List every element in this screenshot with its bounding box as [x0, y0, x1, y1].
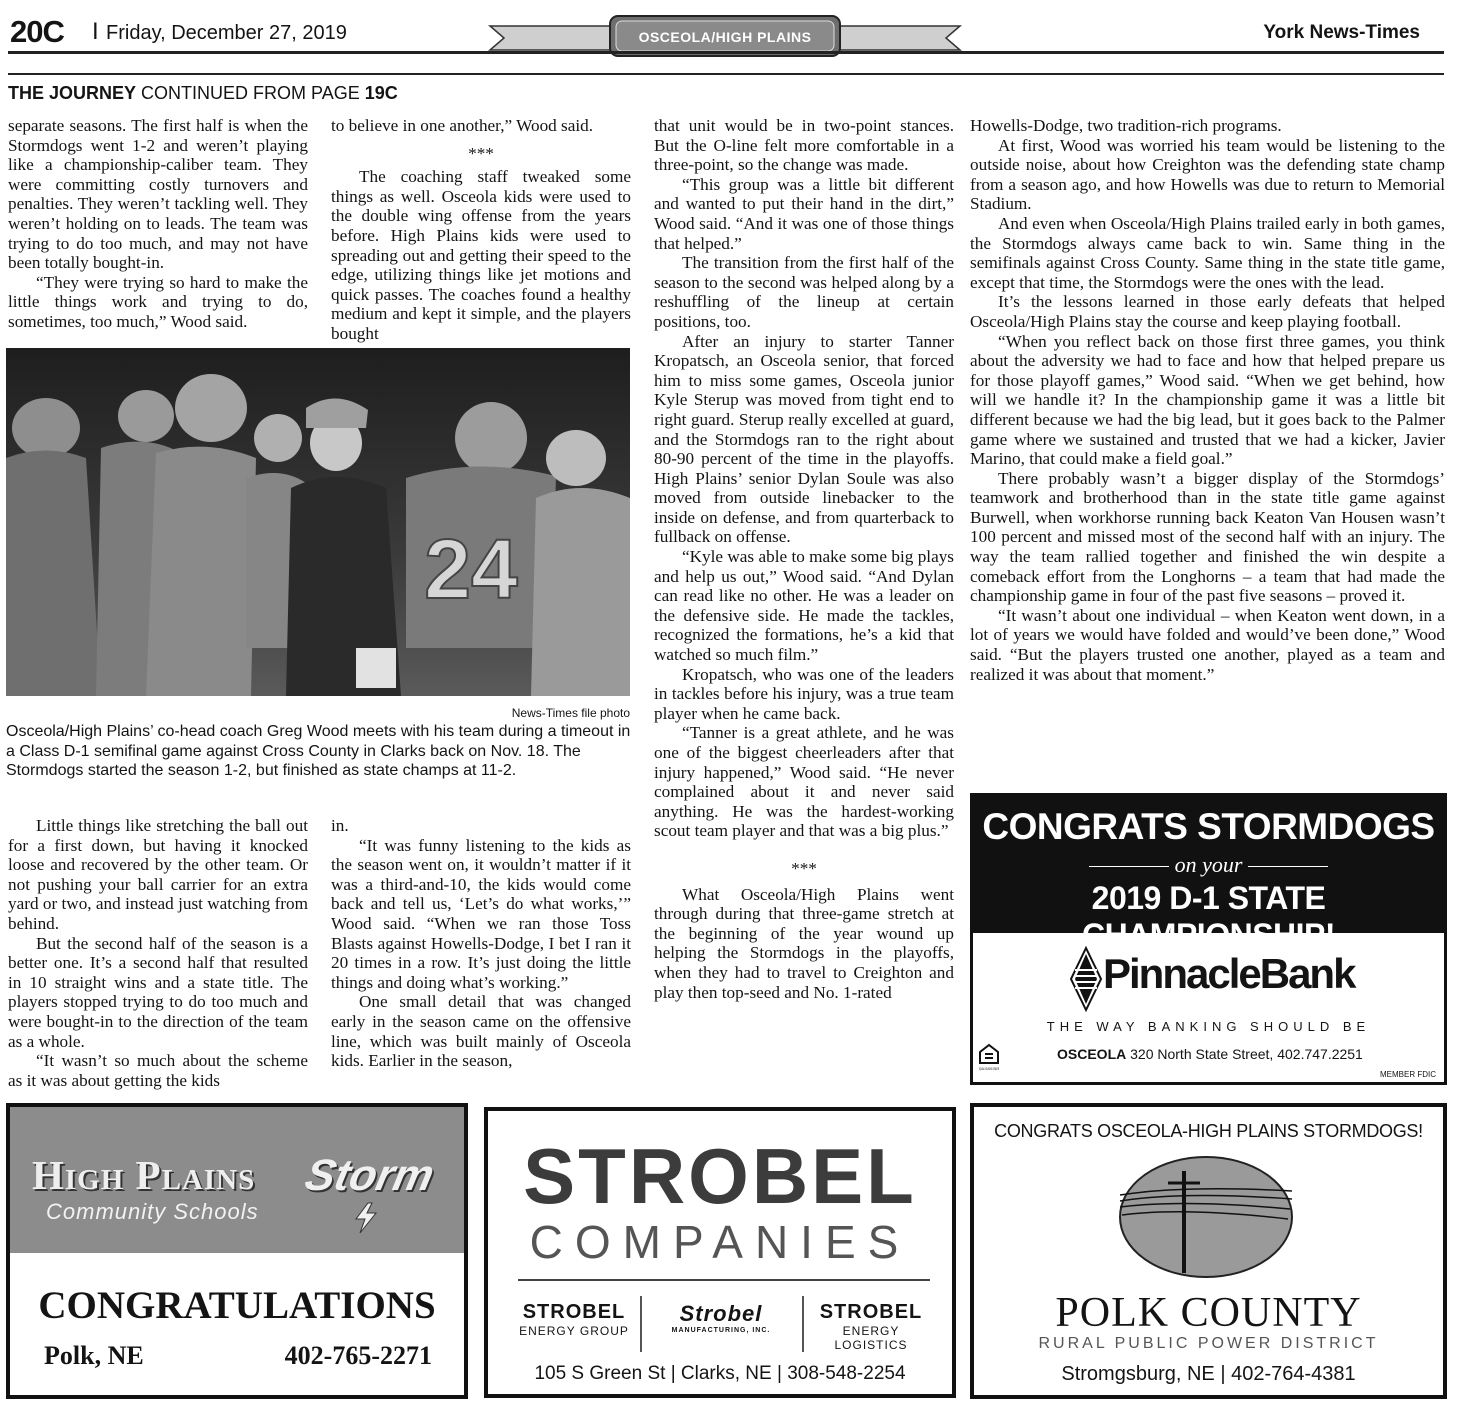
pinnacle-logo-icon: [1069, 946, 1103, 1012]
power-line-logo-icon: [1118, 1155, 1294, 1279]
company-name: STROBEL: [523, 1132, 917, 1220]
paragraph: What Osceola/High Plains went through during that three-game stretch at the beginning of the year wound up helping the Stormdogs in the playoffs, when they had to travel to Creighton and play then top-seed and No. 1-rated: [654, 884, 954, 1002]
paragraph: separate seasons. The first half is when the Stormdogs went 1-2 and weren’t playing like a championship-caliber team. They were committing costly turnovers and penalties. They weren’t tackling well. They weren’t holding on to leads. The team was trying to do too much, and may not have been totally bought-in.: [8, 116, 308, 273]
school-sub: Community Schools: [46, 1199, 259, 1224]
pinnacle-bank-ad[interactable]: [970, 793, 1447, 1085]
header-separator: I: [92, 18, 99, 45]
lightning-icon: [354, 1203, 378, 1233]
logo-subtitle: ENERGY GROUP: [519, 1324, 629, 1338]
paragraph: There probably wasn’t a bigger display of the Stormdogs’ teamwork and brotherhood than in the state title game against Burwell, when workhorse running back Keaton Van Housen wasn’t 100 percent and missed most of the second half with an injury. The way the team rallied together and finished the win despite a comeback effort from the Longhorns – a team that had made the championship game in four of the past five seasons – proved it.: [970, 468, 1445, 606]
jump-text: CONTINUED FROM PAGE: [141, 83, 360, 103]
energy-logistics-logo: [806, 1301, 936, 1352]
ad-subline: [973, 852, 1444, 878]
ad-headline: CONGRATS OSCEOLA-HIGH PLAINS STORMDOGS!: [994, 1121, 1423, 1141]
manufacturing-logo: [646, 1301, 796, 1334]
paragraph: “Tanner is a great athlete, and he was one of the biggest cheerleaders after that injury happened,” Wood said. “He never complained about it and never said anything. He was the hardest-working scout team player and that was a big plus.”: [654, 723, 954, 841]
section-break: ***: [468, 143, 494, 163]
paragraph: At first, Wood was worried his team would be listening to the outside noise, about how Creighton was the defending state champ from a season ago, and how Howells was due to return to Memorial Stadium.: [970, 135, 1445, 214]
paragraph: “Kyle was able to make some big plays and help us out,” Wood said. “And Dylan can read like no other. He was a leader on the defensive side. He made the tackles, recognized the formations, he’s a kid that watched so much film.”: [654, 547, 954, 665]
paragraph: “It was funny listening to the kids as the season went on, it wouldn’t matter if it was a third-and-10, the kids would come back and tell us, ‘Let’s do what works,’” Wood said. “When we ran those Toss Blasts against Howells-Dodge, I bet I ran it 20 times in a row. It’s just doing the little things and doing what’s working.”: [331, 835, 631, 992]
logo-divider: [802, 1296, 804, 1352]
article-column-2-top: [331, 116, 631, 344]
paragraph: “It wasn’t about one individual – when Keaton went down, in a lot of years we would have folded and would’ve been done,” Wood said. “But the players trusted one another, played as a team and realized it was about that moment.”: [970, 605, 1445, 684]
article-column-2-bottom: [331, 816, 631, 1071]
ad-headline-2: 2019 D-1 STATE CHAMPIONSHIP!: [1081, 880, 1336, 953]
divider: [518, 1279, 930, 1281]
polk-county-ad[interactable]: [970, 1103, 1447, 1399]
article-column-1-top: [8, 116, 308, 332]
logo-subtitle: ENERGY LOGISTICS: [834, 1324, 908, 1352]
paragraph: One small detail that was changed early in the season came on the offensive line, which was built mainly of Osceola kids. Earlier in the season,: [331, 992, 631, 1071]
company-sub: RURAL PUBLIC POWER DISTRICT: [1038, 1335, 1379, 1352]
paragraph: Howells-Dodge, two tradition-rich programs.: [970, 116, 1282, 135]
ad-headline: CONGRATS STORMDOGS: [982, 806, 1435, 847]
paragraph: Kropatsch, who was one of the leaders in tackles before his injury, was a true team player when he came back.: [654, 664, 954, 723]
bank-name: PinnacleBank: [1103, 950, 1355, 997]
school-phone: 402-765-2271: [284, 1341, 432, 1370]
high-plains-ad[interactable]: [6, 1103, 468, 1399]
article-column-1-bottom: [8, 816, 308, 1090]
paragraph: After an injury to starter Tanner Kropatsch, an Osceola senior, that forced him to miss some games, Osceola junior Kyle Sterup was moved from tight end to right guard. Sterup really excelled at guard, and the Stormdogs ran to the right about 80-90 percent of the time in the playoffs. High Plains’ senior Dylan Soule was also moved from outside linebacker to the inside on defense, and from quarterback to fullback on offense.: [654, 331, 954, 547]
paragraph: “It wasn’t so much about the scheme as it was about getting the kids: [8, 1051, 308, 1090]
logo-subtitle: MANUFACTURING, INC.: [671, 1327, 771, 1334]
paragraph: “When you reflect back on those first three games, you think about the adversity we had to face and how that helped prepare us for those playoff games,” Wood said. “When we get behind, how will we handle it? In the championship game it was a little bit different because we had the big lead, but it goes back to the Palmer game where we sustained and trusted that we had a kicker, Javier Marino, that could make a field goal.”: [970, 331, 1445, 469]
jump-page: 19C: [364, 83, 398, 103]
school-name: High Plains: [32, 1152, 256, 1198]
paragraph: to believe in one another,” Wood said.: [331, 116, 594, 135]
congratulations-text: CONGRATULATIONS: [38, 1284, 436, 1327]
publication-name: York News-Times: [1263, 22, 1420, 43]
paragraph: And even when Osceola/High Plains trailed early in both games, the Stormdogs always came back to win. Same thing in the semifinals against Cross County. Same thing in the state title game, except that time, the Stormdogs were the ones with the lead.: [970, 213, 1445, 292]
logo-divider: [640, 1296, 642, 1352]
bank-tagline: THE WAY BANKING SHOULD BE: [1046, 1019, 1371, 1034]
photo-caption: Osceola/High Plains’ co-head coach Greg Wood meets with his team during a timeout in a Class D-1 semifinal game against Cross County in Clarks back on Nov. 18. The Stormdogs started the season 1-2, but finished as state champs at 11-2.: [6, 723, 631, 779]
paragraph: Little things like stretching the ball out for a first down, but having it knocked loose and recovered by the other team. Or not pushing your ball carrier for an extra yard or two, and instead just watching from behind.: [8, 816, 308, 933]
section-banner-text: OSCEOLA/HIGH PLAINS: [638, 29, 812, 45]
equal-housing-text: EQUAL HOUSING LENDER: [979, 1066, 1000, 1071]
bank-address: [1057, 1046, 1363, 1062]
team-huddle-photo: [6, 348, 630, 696]
jump-label: THE JOURNEY: [8, 83, 137, 103]
paragraph: in.: [331, 816, 349, 835]
section-banner: [470, 10, 980, 62]
paragraph: But the second half of the season is a better one. It’s a second half that resulted in 10 straight wins and a state title. The players stopped trying to do too much and were bought-in to the direction of the team as a whole.: [8, 933, 308, 1051]
paragraph: The transition from the first half of the season to the second was helped along by a reshuffling of the lineup at certain positions, too.: [654, 253, 954, 331]
company-address: Stromgsburg, NE | 402-764-4381: [1061, 1363, 1356, 1385]
bank-street: 320 North State Street, 402.747.2251: [1130, 1046, 1363, 1062]
paragraph: “This group was a little bit different and wanted to put their hand in the dirt,” Wood said. “And it was one of those things that helped.”: [654, 174, 954, 253]
photo-credit: News-Times file photo: [511, 706, 630, 720]
logo-title: STROBEL: [819, 1301, 923, 1323]
logo-title: Strobel: [679, 1301, 763, 1326]
storm-logo: Storm: [300, 1151, 439, 1200]
header-rule-secondary: [8, 73, 1444, 75]
paragraph: The coaching staff tweaked some things as well. Osceola kids were used to the double wing offense from the years before. High Plains kids were used to spreading out and getting their speed to the edge, utilizing things like jet motions and quick passes. The coaches found a healthy medium and kept it simple, and the players bought: [331, 167, 631, 343]
issue-date: Friday, December 27, 2019: [106, 22, 347, 44]
section-break: ***: [791, 858, 817, 878]
company-address: 105 S Green St | Clarks, NE | 308-548-2254: [534, 1363, 906, 1384]
paragraph: “They were trying so hard to make the little things work and trying to do, sometimes, too much,” Wood said.: [8, 272, 308, 331]
page-number: 20C: [10, 14, 64, 49]
energy-group-logo: [512, 1301, 636, 1338]
strobel-companies-ad[interactable]: [484, 1107, 956, 1398]
school-city: Polk, NE: [44, 1341, 144, 1370]
article-column-3: [654, 116, 954, 1002]
header-rule: [8, 51, 1444, 54]
jersey-number: 24: [424, 522, 518, 616]
jump-line: [8, 83, 398, 104]
pinnacle-ad-header: [973, 796, 1444, 953]
company-name: POLK COUNTY: [1055, 1290, 1362, 1336]
paragraph: It’s the lessons learned in those early defeats that helped Osceola/High Plains stay the course and keep playing football.: [970, 292, 1445, 331]
logo-title: STROBEL: [522, 1301, 626, 1323]
equal-housing-icon: [979, 1044, 999, 1074]
bank-city: OSCEOLA: [1057, 1046, 1127, 1062]
article-column-4: [970, 116, 1445, 684]
company-sub: COMPANIES: [529, 1216, 911, 1268]
paragraph: that unit would be in two-point stances. But the O-line felt more comfortable in a three-point, so the change was made.: [654, 116, 954, 175]
ad-subline-text: on your: [1174, 852, 1243, 877]
member-fdic: MEMBER FDIC: [1380, 1070, 1436, 1079]
